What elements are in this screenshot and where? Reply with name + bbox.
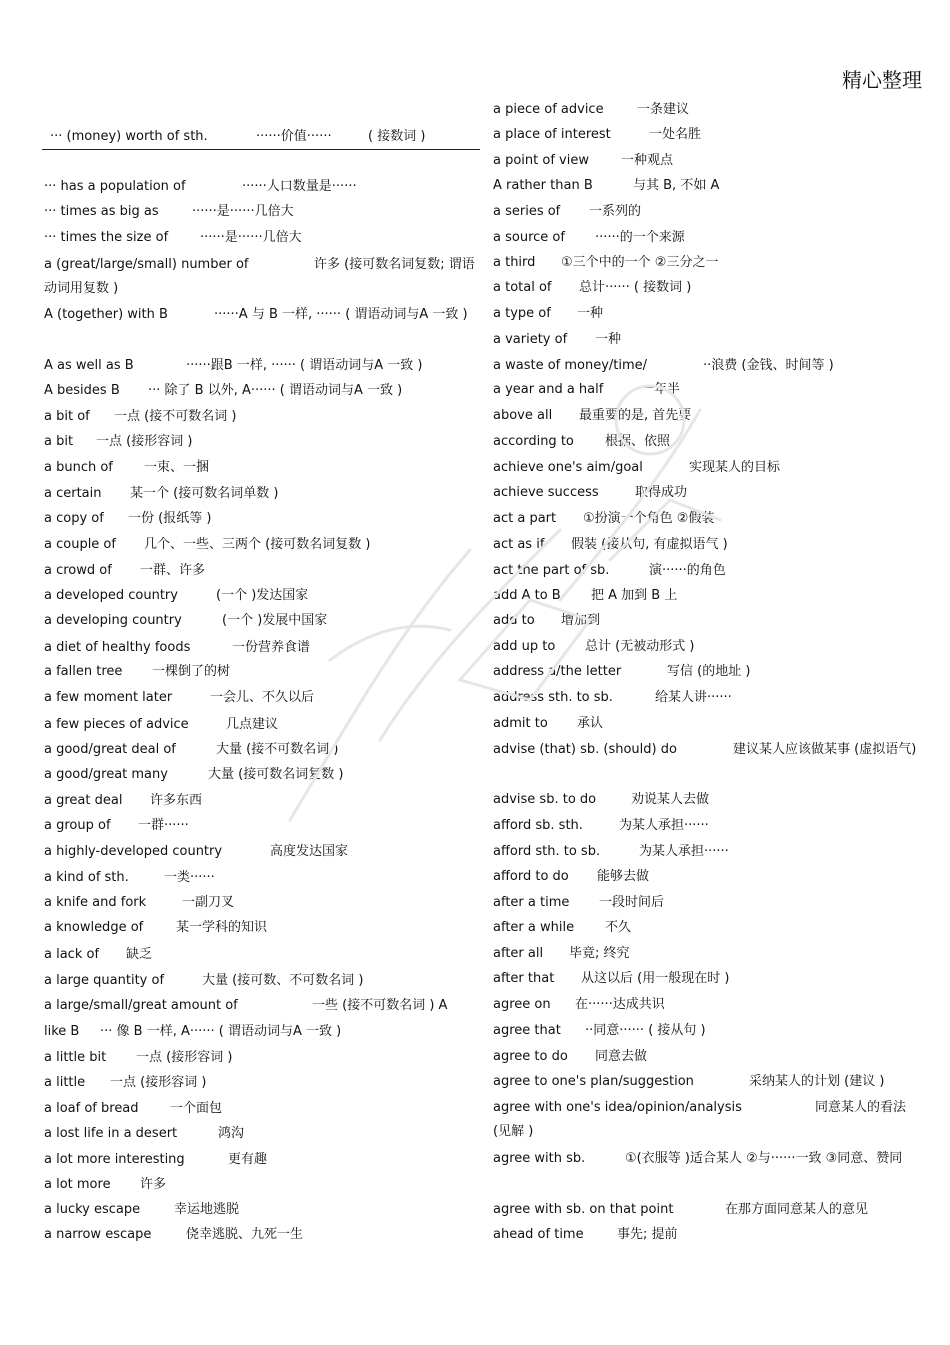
entry-meaning: 幸运地逃脱 [174,1202,240,1217]
entry-meaning: 在······达成共识 [575,997,665,1012]
list-item [44,814,480,838]
list-item [493,533,925,557]
entry-meaning: 一种观点 [621,153,674,168]
list-item [493,354,925,378]
entry-term: a little bit [44,1050,107,1065]
entry-meaning: 根据、依照 [605,434,671,449]
entry-meaning: ······是······几倍大 [192,204,294,219]
list-item [493,1096,925,1144]
entry-meaning: 一类······ [164,870,215,885]
entry-term: agree that [493,1023,561,1038]
entry-meaning: ······A 与 B 一样, ······ ( 谓语动词与A 一致 ) [214,307,468,322]
entry-term: after a time [493,895,570,910]
list-item [493,226,925,250]
list-item [493,635,925,659]
entry-meaning: 侥幸逃脱、九死一生 [186,1227,304,1242]
entry-term: a source of [493,230,565,245]
list-item [44,840,480,864]
entry-term: a year and a half [493,382,604,397]
entry-term: ··· times the size of [44,230,169,245]
entry-meaning: 采纳某人的计划 (建议 ) [749,1074,885,1089]
entry-term: a copy of [44,511,104,526]
list-item [493,200,925,224]
list-item [493,276,925,300]
entry-meaning: 一份 (报纸等 ) [128,511,212,526]
entry-term: a waste of money/time/ [493,358,648,373]
list-item [44,226,480,250]
list-item [493,149,925,173]
list-item [44,789,480,813]
list-item [493,686,925,710]
entry-meaning: 某一个 (接可数名词单数 ) [130,486,279,501]
list-item [493,328,925,352]
entry-meaning: 一系列的 [589,204,642,219]
entry-term: like B [44,1024,80,1039]
entry-meaning: 给某人讲······ [655,690,732,705]
entry-term: a knife and fork [44,895,147,910]
entry-meaning: 缺乏 [126,947,153,962]
entry-term: achieve one's aim/goal [493,460,643,475]
entry-meaning: 一会儿、不久以后 [210,690,315,705]
list-item [44,891,480,915]
list-item [493,865,925,889]
entry-meaning: 一段时间后 [599,895,665,910]
entry-term: after a while [493,920,575,935]
entry-meaning: 同意去做 [595,1049,648,1064]
entry-meaning: 许多 (接可数名词复数; 谓语动词用复数 ) [44,257,475,296]
list-item [493,378,925,402]
entry-meaning: 承认 [577,716,604,731]
entry-term: a developing country [44,613,182,628]
entry-term: a lucky escape [44,1202,141,1217]
list-item [493,788,925,812]
entry-term: a place of interest [493,127,611,142]
entry-meaning: 同意某人的看法 (见解 ) [493,1100,907,1139]
list-item [44,303,480,327]
entry-term: advise sb. to do [493,792,597,807]
entry-term: a highly-developed country [44,844,223,859]
entry-meaning: 从这以后 (用一般现在时 ) [581,971,730,986]
list-item [493,1045,925,1069]
list-item [44,507,480,531]
entry-meaning: 总计 (无被动形式 ) [585,639,695,654]
list-item [493,891,925,915]
entry-meaning: 事先; 提前 [617,1227,678,1242]
list-item [44,405,480,429]
entry-term: agree on [493,997,551,1012]
entry-meaning: 一点 (接形容词 ) [110,1075,207,1090]
entry-meaning: 大量 (接不可数名词 ) [216,742,339,757]
list-item [44,1071,480,1095]
entry-term: a bunch of [44,460,113,475]
list-item [493,1198,925,1222]
entry-meaning: 更有趣 [228,1152,268,1167]
entry-meaning: 一种 [595,332,622,347]
list-item [44,584,480,608]
entry-meaning: 一副刀叉 [182,895,235,910]
entry-term: act the part of sb. [493,563,610,578]
list-item [493,456,925,480]
list-item [44,482,480,506]
entry-meaning: 一点 (接形容词 ) [96,434,193,449]
entry-meaning: ······人口数量是······ [242,179,357,194]
entry-meaning: ······跟B 一样, ······ ( 谓语动词与A 一致 ) [186,358,423,373]
entry-meaning: 不久 [605,920,632,935]
entry-meaning: 一年半 [641,382,681,397]
entry-term: ··· times as big as [44,204,159,219]
list-item [44,866,480,890]
list-item [44,533,480,557]
list-item [44,994,480,1018]
entry-meaning: ①(衣服等 )适合某人 ②与······一致 ③同意、赞同 [625,1151,903,1166]
list-item [44,379,480,403]
list-item [44,943,480,967]
entry-meaning: 演······的角色 [649,563,726,578]
entry-term: a total of [493,280,552,295]
entry-meaning: 能够去做 [597,869,650,884]
list-item [44,1097,480,1121]
entry-term: a couple of [44,537,116,552]
entry-term: a fallen tree [44,664,123,679]
entry-meaning: 一群······ [138,818,189,833]
entry-term: admit to [493,716,548,731]
entry-meaning: 某一学科的知识 [176,920,268,935]
list-item [44,125,480,149]
entry-meaning: 大量 (接可数、不可数名词 ) [202,973,364,988]
entry-meaning: 劝说某人去做 [631,792,710,807]
list-item [493,302,925,326]
list-item [493,814,925,838]
list-item [493,174,925,198]
list-item [44,200,480,224]
list-item [493,738,925,762]
entry-term: A as well as B [44,358,134,373]
entry-meaning: 在那方面同意某人的意见 [725,1202,869,1217]
list-item [493,481,925,505]
entry-term: ··· has a population of [44,179,186,194]
entry-meaning: 大量 (接可数名词复数 ) [208,767,344,782]
entry-term: a few moment later [44,690,173,705]
entry-meaning: ······是······几倍大 [200,230,302,245]
list-item [493,967,925,991]
list-item [44,686,480,710]
entry-meaning: 实现某人的目标 [689,460,781,475]
list-item [493,916,925,940]
entry-term: a crowd of [44,563,112,578]
entry-term: above all [493,408,553,423]
list-item [493,660,925,684]
entry-term: ··· (money) worth of sth. [50,129,208,144]
list-item [44,609,480,633]
list-item [44,456,480,480]
entry-term: act as if [493,537,545,552]
list-item [493,712,925,736]
list-item [493,840,925,864]
entry-meaning: ······价值······ [256,129,332,144]
entry-meaning: ··· 除了 B 以外, A······ ( 谓语动词与A 一致 ) [148,383,403,398]
entry-term: a variety of [493,332,568,347]
entry-term: a lack of [44,947,100,962]
entry-term: A (together) with B [44,307,168,322]
entry-meaning: 一些 (接不可数名词 ) A [312,998,448,1013]
list-item [44,1046,480,1070]
list-item [493,1147,925,1171]
entry-term: add to [493,613,535,628]
entry-term: a piece of advice [493,102,604,117]
entry-meaning: 假装 (接从句, 有虚拟语气 ) [571,537,728,552]
header-divider [42,149,480,150]
entry-meaning: 写信 (的地址 ) [667,664,751,679]
entry-term: achieve success [493,485,599,500]
entry-term: ahead of time [493,1227,584,1242]
entry-term: add up to [493,639,556,654]
entry-term: a few pieces of advice [44,717,189,732]
entry-meaning: 一条建议 [637,102,690,117]
entry-term: according to [493,434,574,449]
entry-meaning: 一种 [577,306,604,321]
list-item [493,404,925,428]
entry-term: after all [493,946,544,961]
entry-term: afford sth. to sb. [493,844,601,859]
entry-term: add A to B [493,588,561,603]
list-item [44,738,480,762]
entry-term: act a part [493,511,557,526]
list-item [493,584,925,608]
list-item [44,1020,480,1044]
entry-term: A rather than B [493,178,593,193]
entry-term: a good/great many [44,767,168,782]
entry-term: a lot more [44,1177,111,1192]
list-item [44,969,480,993]
entry-meaning: 把 A 加到 B 上 [591,588,678,603]
entry-meaning: ①三个中的一个 ②三分之一 [561,255,719,270]
entry-term: a (great/large/small) number of [44,257,249,272]
entry-term: a lot more interesting [44,1152,185,1167]
entry-term: a loaf of bread [44,1101,139,1116]
entry-meaning: 增加到 [561,613,601,628]
list-item [44,430,480,454]
entry-meaning: 毕竟; 终究 [569,946,630,961]
entry-meaning: 几个、一些、三两个 (接可数名词复数 ) [144,537,371,552]
entry-term: A besides B [44,383,120,398]
list-item [44,713,480,737]
list-item [44,175,480,199]
entry-term: a type of [493,306,551,321]
page-header-title: 精心整理 [842,68,922,92]
list-item [44,354,480,378]
entry-meaning: 许多 [140,1177,167,1192]
entry-term: a certain [44,486,102,501]
list-item [44,636,480,660]
list-item [493,123,925,147]
list-item [493,251,925,275]
entry-term: address a/the letter [493,664,622,679]
entry-meaning: 一点 (接形容词 ) [136,1050,233,1065]
entry-term: agree with sb. on that point [493,1202,674,1217]
list-item [493,1070,925,1094]
list-item [493,942,925,966]
entry-term: a series of [493,204,561,219]
entry-meaning: 总计······ ( 接数词 ) [579,280,692,295]
entry-meaning: 一份营养食谱 [232,640,311,655]
entry-term: a kind of sth. [44,870,129,885]
entry-term: a third [493,255,536,270]
entry-term: a knowledge of [44,920,144,935]
entry-meaning: (一个 )发达国家 [216,588,309,603]
entry-meaning: 一处名胜 [649,127,702,142]
entry-term: agree with sb. [493,1151,586,1166]
list-item [493,1019,925,1043]
entry-term: a diet of healthy foods [44,640,191,655]
entry-term: a great deal [44,793,123,808]
list-item [44,1198,480,1222]
entry-meaning: ··浪费 (金钱、时间等 ) [703,358,834,373]
entry-term: a large quantity of [44,973,165,988]
list-item [44,1223,480,1247]
entry-term: a lost life in a desert [44,1126,178,1141]
list-item [44,660,480,684]
entry-term: afford to do [493,869,569,884]
entry-term: address sth. to sb. [493,690,613,705]
list-item [493,993,925,1017]
entry-meaning: 取得成功 [635,485,688,500]
entry-meaning: 一群、许多 [140,563,206,578]
list-item [493,609,925,633]
entry-meaning: 一个面包 [170,1101,223,1116]
entry-meaning: 建议某人应该做某事 (虚拟语气) [733,742,917,757]
list-item [493,1223,925,1247]
list-item [44,763,480,787]
entry-term: a developed country [44,588,178,603]
entry-meaning: 为某人承担······ [619,818,709,833]
list-item [493,507,925,531]
list-item [493,430,925,454]
entry-term: a bit of [44,409,90,424]
entry-term: afford sb. sth. [493,818,583,833]
entry-meaning: 最重要的是, 首先要 [579,408,692,423]
entry-term: agree to do [493,1049,568,1064]
entry-term: agree with one's idea/opinion/analysis [493,1100,742,1115]
entry-meaning: 一束、一捆 [144,460,210,475]
entry-meaning: ······的一个来源 [595,230,685,245]
entry-meaning: ①扮演一个角色 ②假装 [583,511,715,526]
entry-meaning: ··同意······ ( 接从句 ) [585,1023,706,1038]
entry-meaning: 几点建议 [226,717,279,732]
list-item [493,98,925,122]
entry-note: ( 接数词 ) [368,129,426,144]
list-item [493,559,925,583]
list-item [44,253,480,301]
entry-term: a large/small/great amount of [44,998,238,1013]
entry-meaning: 与其 B, 不如 A [633,178,720,193]
list-item [44,1173,480,1197]
entry-meaning: 为某人承担······ [639,844,729,859]
entry-term: a little [44,1075,86,1090]
entry-meaning: 一棵倒了的树 [152,664,231,679]
list-item [44,916,480,940]
list-item [44,1148,480,1172]
entry-meaning: ··· 像 B 一样, A······ ( 谓语动词与A 一致 ) [100,1024,342,1039]
entry-term: a group of [44,818,111,833]
entry-meaning: 许多东西 [150,793,203,808]
entry-term: advise (that) sb. (should) do [493,742,677,757]
entry-term: after that [493,971,555,986]
entry-meaning: (一个 )发展中国家 [222,613,328,628]
entry-meaning: 高度发达国家 [270,844,349,859]
entry-meaning: 鸿沟 [218,1126,245,1141]
list-item [44,1122,480,1146]
entry-term: a bit [44,434,74,449]
list-item [44,559,480,583]
entry-term: a point of view [493,153,589,168]
entry-term: agree to one's plan/suggestion [493,1074,694,1089]
entry-term: a good/great deal of [44,742,176,757]
entry-term: a narrow escape [44,1227,152,1242]
entry-meaning: 一点 (接不可数名词 ) [114,409,237,424]
